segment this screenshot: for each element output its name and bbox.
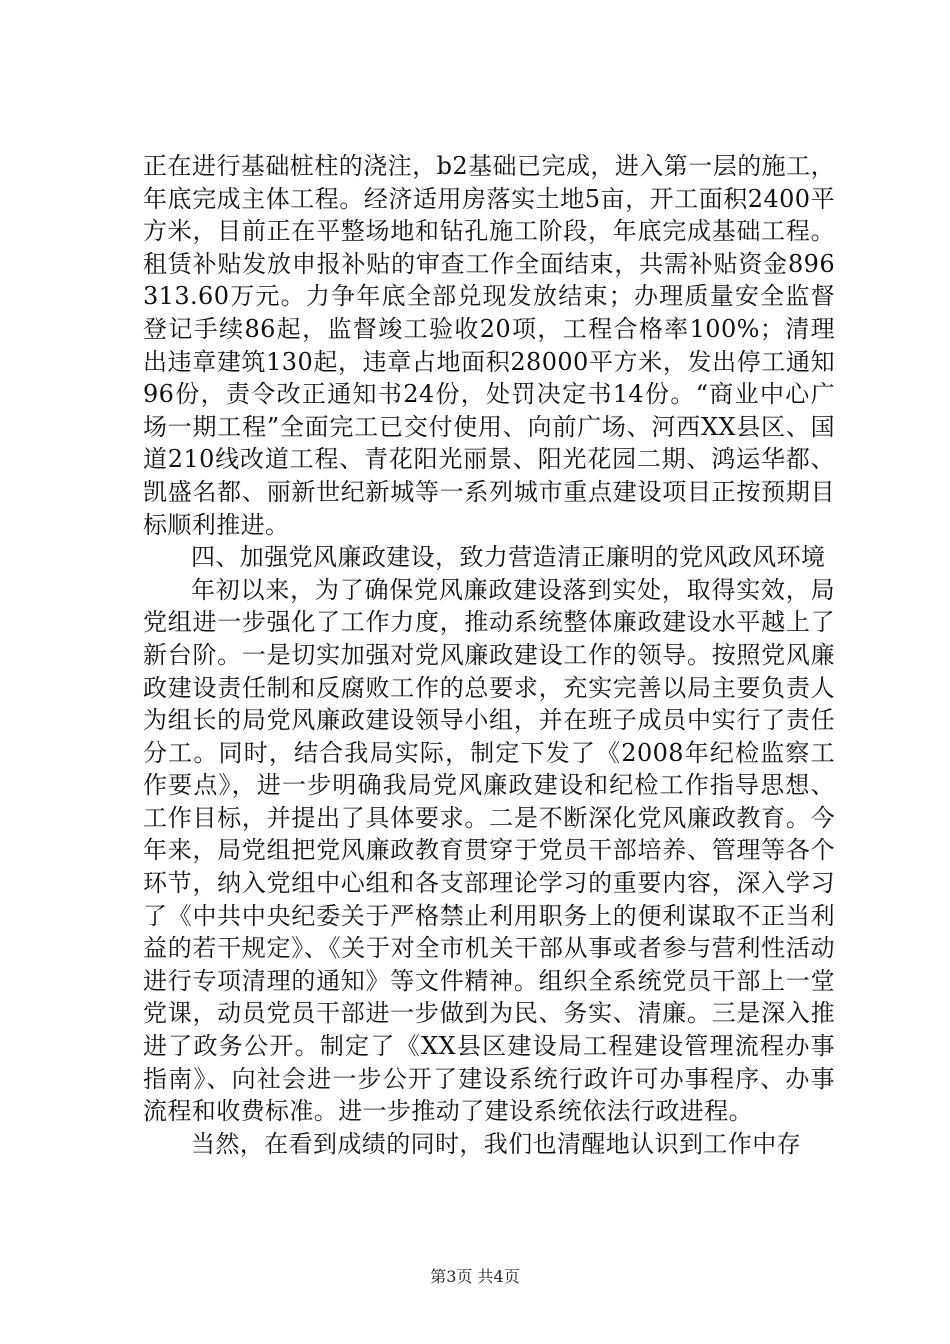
page-footer: 第3页 共4页 — [430, 1267, 520, 1286]
section-heading-party-conduct: 四、加强党风廉政建设，致力营造清正廉明的党风政风环境 — [191, 543, 826, 572]
paragraph-party-conduct-details: 年初以来，为了确保党风廉政建设落到实处，取得实效，局党组进一步强化了工作力度，推动系统整体廉政建设水平越上了新台阶。一是切实加强对党风廉政建设工作的领导。按照党风廉政建设责任制和反腐败工作的总要求，充实完善以局主要负责人为组长的局党风廉政建设领导小组，并在班子成员中实行了责任分工。同时，结合我局实际，制定下发了《2008年纪检监察工作要点》，进一步明确我局党风廉政建设和纪检工作指导思想、工作目标，并提出了具体要求。二是不断深化党风廉政教育。今年来，局党组把党风廉政教育贯穿于党员干部培养、管理等各个环节，纳入党组中心组和各支部理论学习的重要内容，深入学习了《中共中央纪委关于严格禁止利用职务上的便利谋取不正当利益的若干规定》、《关于对全市机关干部从事或者参与营利性活动进行专项清理的通知》等文件精神。组织全系统党员干部上一堂党课，动员党员干部进一步做到为民、务实、清廉。三是深入推进了政务公开。制定了《XX县区建设局工程建设管理流程办事指南》、向社会进一步公开了建设系统行政许可办事程序、办事流程和收费标准。进一步推动了建设系统依法行政进程。 — [143, 575, 835, 1126]
paragraph-closing: 当然，在看到成绩的同时，我们也清醒地认识到工作中存 — [191, 1129, 801, 1158]
paragraph-construction-progress: 正在进行基础桩柱的浇注，b2基础已完成，进入第一层的施工，年底完成主体工程。经济适用房落实土地5亩，开工面积2400平方米，目前正在平整场地和钻孔施工阶段，年底完成基础工程。租赁补贴发放申报补贴的审查工作全面结束，共需补贴资金896313.60万元。力争年底全部兑现发放结束；办理质量安全监督登记手续86起，监督竣工验收20项，工程合格率100%；清理出违章建筑130起，违章占地面积28000平方米，发出停工通知96份，责令改正通知书24份，处罚决定书14份。“商业中心广场一期工程”全面完工已交付使用、向前广场、河西XX县区、国道210线改道工程、青花阳光丽景、阳光花园二期、鸿运华都、凯盛名都、丽新世纪新城等一系列城市重点建设项目正按预期目标顺利推进。 — [143, 152, 835, 539]
body-text — [143, 150, 835, 1160]
